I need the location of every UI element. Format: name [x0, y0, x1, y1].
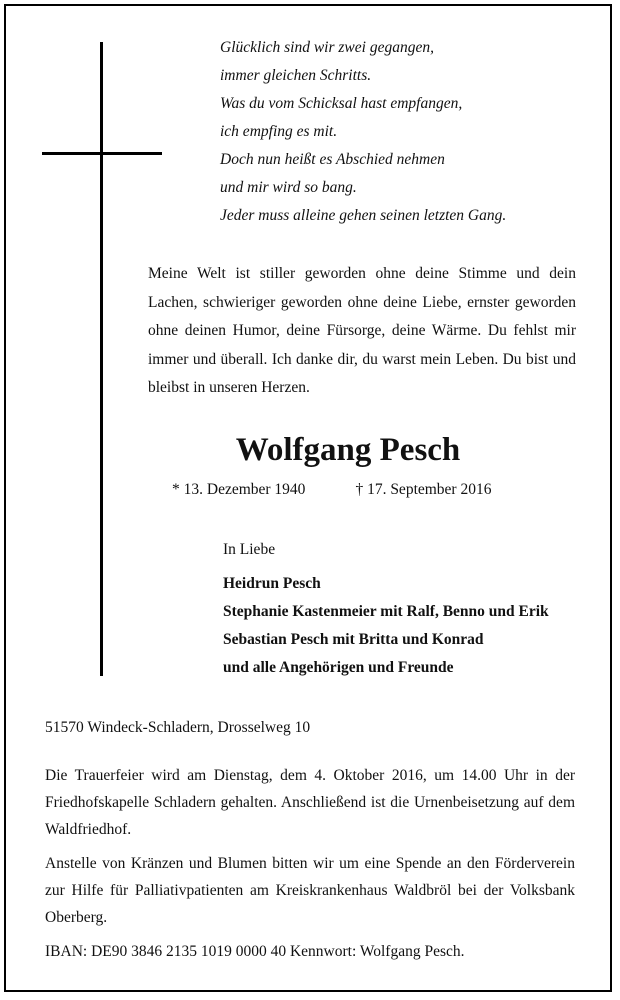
cross-icon-horizontal-bar [42, 152, 162, 155]
poem-line: und mir wird so bang. [220, 179, 357, 196]
poem [220, 34, 580, 230]
poem-line: ich empfing es mit. [220, 123, 338, 140]
mourner-line: und alle Angehörigen und Freunde [223, 659, 454, 676]
mourner-line: Stephanie Kastenmeier mit Ralf, Benno und Erik [223, 603, 549, 620]
mourner-line: Heidrun Pesch [223, 575, 321, 592]
tribute-text: Meine Welt ist stiller geworden ohne deine Stimme und dein Lachen, schwieriger geworden ohne deine Liebe, ernster geworden ohne deinen Humor, deine Fürsorge, deine Wärme. Du fehlst mir immer und überall. Ich danke dir, du warst mein Leben. Du bist und bleibst in unseren Herzen. [148, 265, 576, 396]
in-liebe-label: In Liebe [223, 541, 276, 558]
address: 51570 Windeck-Schladern, Drosselweg 10 [45, 719, 311, 736]
poem-line: Jeder muss alleine gehen seinen letzten Gang. [220, 207, 507, 224]
poem-line: immer gleichen Schritts. [220, 67, 372, 84]
birth-date: * 13. Dezember 1940 [172, 481, 306, 498]
poem-line: Was du vom Schicksal hast empfangen, [220, 95, 463, 112]
deceased-name: Wolfgang Pesch [235, 432, 461, 468]
ceremony-notice: Die Trauerfeier wird am Dienstag, dem 4. Oktober 2016, um 14.00 Uhr in der Friedhofskapelle Schladern gehalten. Anschließend ist die Urnenbeisetzung auf dem Waldfriedhof. [45, 767, 575, 838]
poem-line: Doch nun heißt es Abschied nehmen [220, 151, 445, 168]
poem-line: Glücklich sind wir zwei gegangen, [220, 39, 434, 56]
mourners-list [223, 570, 549, 682]
life-dates [172, 478, 491, 502]
donation-notice: Anstelle von Kränzen und Blumen bitten wir um eine Spende an den Förderverein zur Hilfe für Palliativpatienten am Kreiskrankenhaus Waldbröl bei der Volksbank Oberberg. [45, 855, 575, 926]
cross-icon-vertical-bar [100, 42, 103, 676]
iban-line: IBAN: DE90 3846 2135 1019 0000 40 Kennwort: Wolfgang Pesch. [45, 943, 465, 960]
death-date: † 17. September 2016 [355, 481, 492, 498]
mourner-line: Sebastian Pesch mit Britta und Konrad [223, 631, 484, 648]
